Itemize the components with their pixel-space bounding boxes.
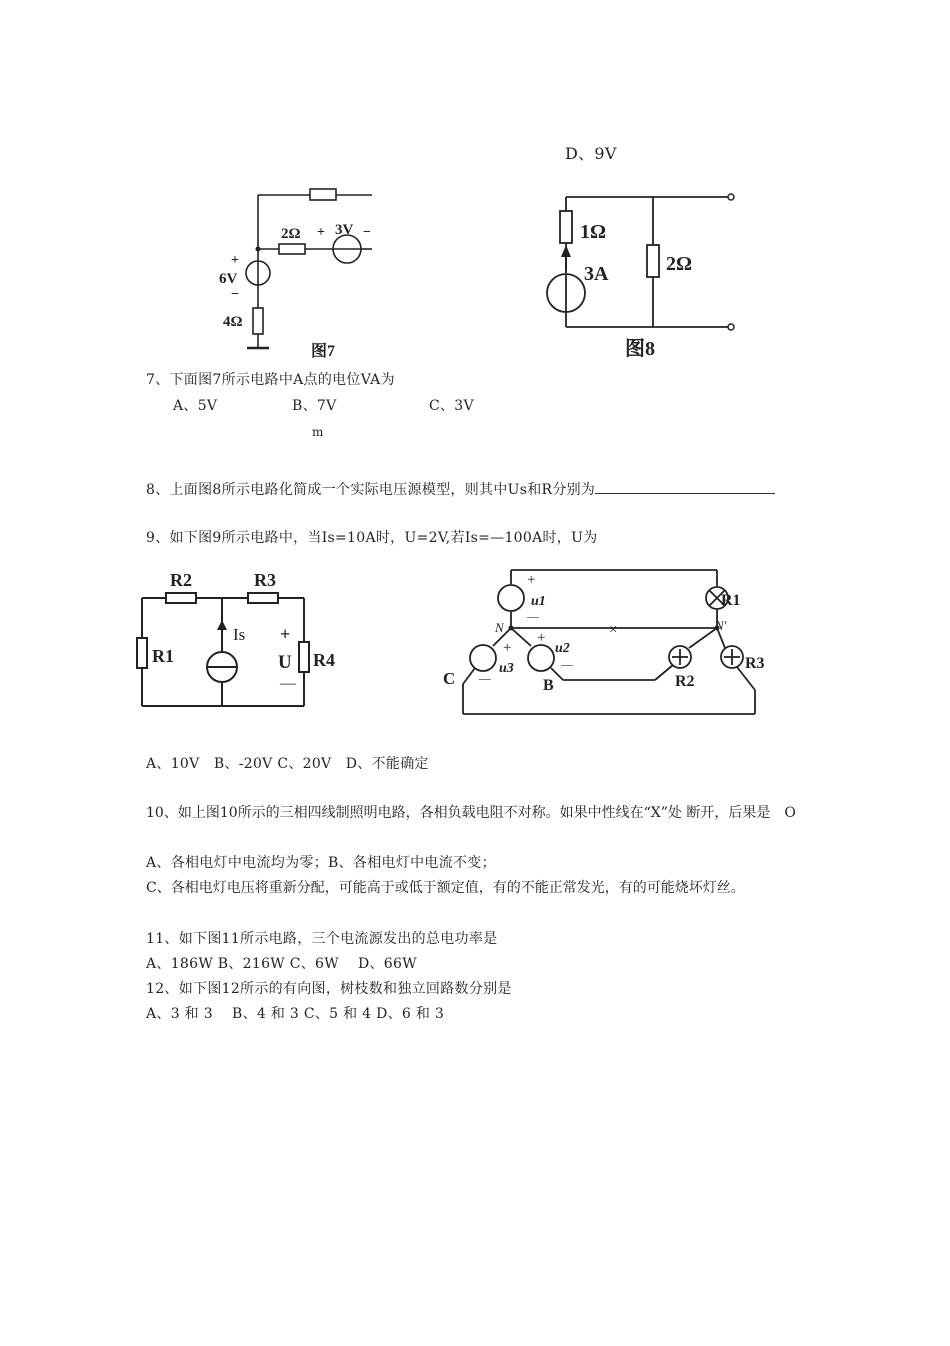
fig10-source-u3 xyxy=(470,645,496,671)
figure-7-circuit xyxy=(205,180,385,365)
question-12: 12、如下图12所示的有向图，树枝数和独立回路数分别是 xyxy=(146,981,512,997)
figure-9-circuit xyxy=(130,562,350,722)
svg-text:B: B xyxy=(543,677,554,694)
svg-text:u3: u3 xyxy=(499,661,514,676)
fig8-terminal-top xyxy=(728,194,734,200)
q9-options: A、10V B、-20V C、20V D、不能确定 xyxy=(146,756,429,772)
svg-text:C: C xyxy=(443,669,456,688)
svg-text:4Ω: 4Ω xyxy=(223,314,243,330)
svg-text:R1: R1 xyxy=(152,646,174,666)
svg-text:R2: R2 xyxy=(170,570,192,590)
q7-option-b: B、7V xyxy=(292,398,337,414)
q10-option-ab: A、各相电灯中电流均为零；B、各相电灯中电流不变； xyxy=(146,855,496,871)
fig8-resistor-1ohm xyxy=(560,211,572,243)
question-9: 9、如下图9所示电路中，当Is=10A时，U=2V,若Is=—100A时，U为 xyxy=(146,530,598,546)
figure-10-circuit xyxy=(435,560,775,730)
svg-text:+: + xyxy=(280,624,291,644)
fig9-resistor-r3 xyxy=(248,593,278,603)
svg-text:—: — xyxy=(527,609,539,623)
svg-text:R2: R2 xyxy=(675,673,695,690)
svg-text:3V: 3V xyxy=(335,222,354,238)
svg-text:3A: 3A xyxy=(584,263,609,285)
fig7-resistor-4ohm xyxy=(253,308,263,334)
svg-text:×: × xyxy=(609,622,618,638)
svg-text:+: + xyxy=(231,253,239,268)
fig7-resistor-2ohm xyxy=(279,244,305,254)
svg-text:N: N xyxy=(495,620,504,635)
svg-text:+: + xyxy=(317,225,325,240)
svg-text:−: − xyxy=(231,287,239,302)
svg-text:+: + xyxy=(527,572,536,588)
fig9-resistor-r4 xyxy=(299,642,309,672)
svg-text:+: + xyxy=(503,640,512,656)
q7-option-a: A、5V xyxy=(173,398,218,414)
svg-text:N′: N′ xyxy=(715,618,727,633)
q8-answer-blank xyxy=(595,479,775,494)
q7-option-c: C、3V xyxy=(429,398,474,414)
svg-text:u1: u1 xyxy=(531,594,546,609)
question-7: 7、下面图7所示电路中A点的电位VA为 xyxy=(146,372,395,388)
question-8-text: 8、上面图8所示电路化简成一个实际电压源模型，则其中Us和R分别为 xyxy=(146,482,596,498)
question-8 xyxy=(146,479,775,500)
fig8-resistor-2ohm xyxy=(647,245,659,277)
q7-extra-mark: m xyxy=(312,425,324,439)
svg-text:1Ω: 1Ω xyxy=(580,221,607,243)
svg-text:R3: R3 xyxy=(254,570,276,590)
svg-text:—: — xyxy=(280,675,296,692)
svg-text:Is: Is xyxy=(233,625,246,644)
svg-text:R4: R4 xyxy=(313,650,335,670)
svg-text:U: U xyxy=(278,652,292,673)
q10-option-c: C、各相电灯电压将重新分配，可能高于或低于额定值，有的不能正常发光，有的可能烧坏灯丝。 xyxy=(146,880,745,896)
top-option-d: D、9V xyxy=(565,144,617,163)
q12-options: A、3 和 3 B、4 和 3 C、5 和 4 D、6 和 3 xyxy=(146,1006,445,1022)
svg-text:R1: R1 xyxy=(721,592,741,609)
figure-8-circuit xyxy=(540,185,750,365)
svg-text:—: — xyxy=(479,671,491,685)
fig9-resistor-r2 xyxy=(166,593,196,603)
svg-text:u2: u2 xyxy=(555,641,570,656)
svg-text:图8: 图8 xyxy=(625,338,655,360)
svg-text:+: + xyxy=(537,630,546,646)
fig8-terminal-bottom xyxy=(728,324,734,330)
svg-text:R3: R3 xyxy=(745,655,765,672)
svg-text:图7: 图7 xyxy=(311,343,336,360)
fig7-resistor-top xyxy=(310,189,336,200)
q11-options: A、186W B、216W C、6W D、66W xyxy=(146,956,417,972)
svg-text:2Ω: 2Ω xyxy=(281,226,301,242)
fig9-resistor-r1 xyxy=(137,638,147,668)
fig10-source-u1 xyxy=(498,585,524,611)
svg-text:—: — xyxy=(561,657,573,671)
svg-text:6V: 6V xyxy=(219,271,238,287)
question-10: 10、如上图10所示的三相四线制照明电路，各相负载电阻不对称。如果中性线在“X”处 断开，后果是 O xyxy=(146,805,796,821)
question-11: 11、如下图11所示电路，三个电流源发出的总电功率是 xyxy=(146,931,498,947)
svg-text:2Ω: 2Ω xyxy=(666,253,693,275)
svg-text:−: − xyxy=(363,225,371,240)
fig10-source-u2 xyxy=(528,645,554,671)
